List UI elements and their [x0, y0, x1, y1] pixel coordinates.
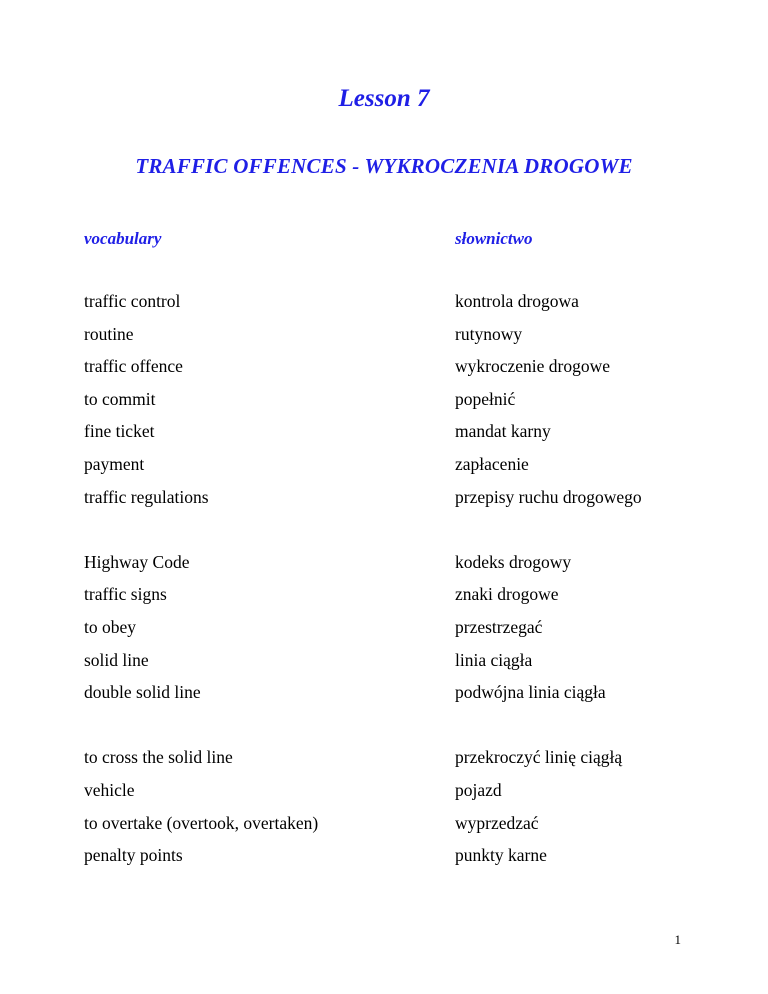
vocab-term-pl: wykroczenie drogowe — [455, 356, 611, 377]
vocab-term-en: routine — [84, 323, 134, 344]
vocab-term-pl: znaki drogowe — [455, 584, 559, 605]
vocabulary-header-en: vocabulary — [84, 229, 162, 248]
vocab-term-pl: zapłacenie — [455, 453, 529, 474]
vocab-term-pl: kontrola drogowa — [455, 291, 579, 311]
vocab-term-pl: mandat karny — [455, 421, 551, 442]
vocab-term-en: solid line — [84, 649, 149, 670]
vocab-term-en: double solid line — [84, 682, 201, 703]
vocab-row — [0, 843, 768, 876]
vocab-term-en: payment — [84, 453, 145, 474]
vocab-term-en: to obey — [84, 616, 137, 637]
vocabulary-header-pl: słownictwo — [455, 229, 533, 248]
vocab-term-pl: popełnić — [455, 388, 516, 409]
vocab-term-en: to commit — [84, 388, 156, 409]
vocab-term-pl: kodeks drogowy — [455, 551, 572, 572]
vocab-term-pl: przekroczyć linię ciągłą — [455, 747, 623, 768]
vocab-term-pl: podwójna linia ciągła — [455, 682, 606, 703]
vocab-term-en: Highway Code — [84, 551, 190, 572]
vocab-term-en: traffic offence — [84, 356, 183, 377]
lesson-subtitle: TRAFFIC OFFENCES - WYKROCZENIA DROGOWE — [135, 154, 633, 178]
vocab-term-pl: przepisy ruchu drogowego — [455, 486, 642, 507]
vocab-term-en: penalty points — [84, 845, 183, 866]
vocab-term-pl: wyprzedzać — [455, 812, 539, 833]
vocabulary-list — [0, 289, 768, 876]
vocab-term-en: traffic regulations — [84, 486, 209, 507]
page-number: 1 — [674, 932, 681, 947]
vocab-term-pl: pojazd — [455, 779, 502, 800]
vocab-term-en: traffic signs — [84, 584, 167, 605]
vocab-term-pl: rutynowy — [455, 323, 523, 344]
vocab-term-pl: linia ciągła — [455, 649, 533, 670]
vocab-row — [0, 680, 768, 745]
vocab-row — [0, 485, 768, 550]
vocab-term-en: traffic control — [84, 291, 181, 311]
vocab-term-pl: przestrzegać — [455, 616, 543, 637]
lesson-title: Lesson 7 — [338, 85, 430, 112]
vocab-term-en: to cross the solid line — [84, 747, 233, 768]
vocab-term-pl: punkty karne — [455, 845, 547, 866]
vocab-term-en: to overtake (overtook, overtaken) — [84, 812, 319, 833]
vocab-term-en: fine ticket — [84, 421, 155, 442]
vocab-term-en: vehicle — [84, 779, 135, 800]
